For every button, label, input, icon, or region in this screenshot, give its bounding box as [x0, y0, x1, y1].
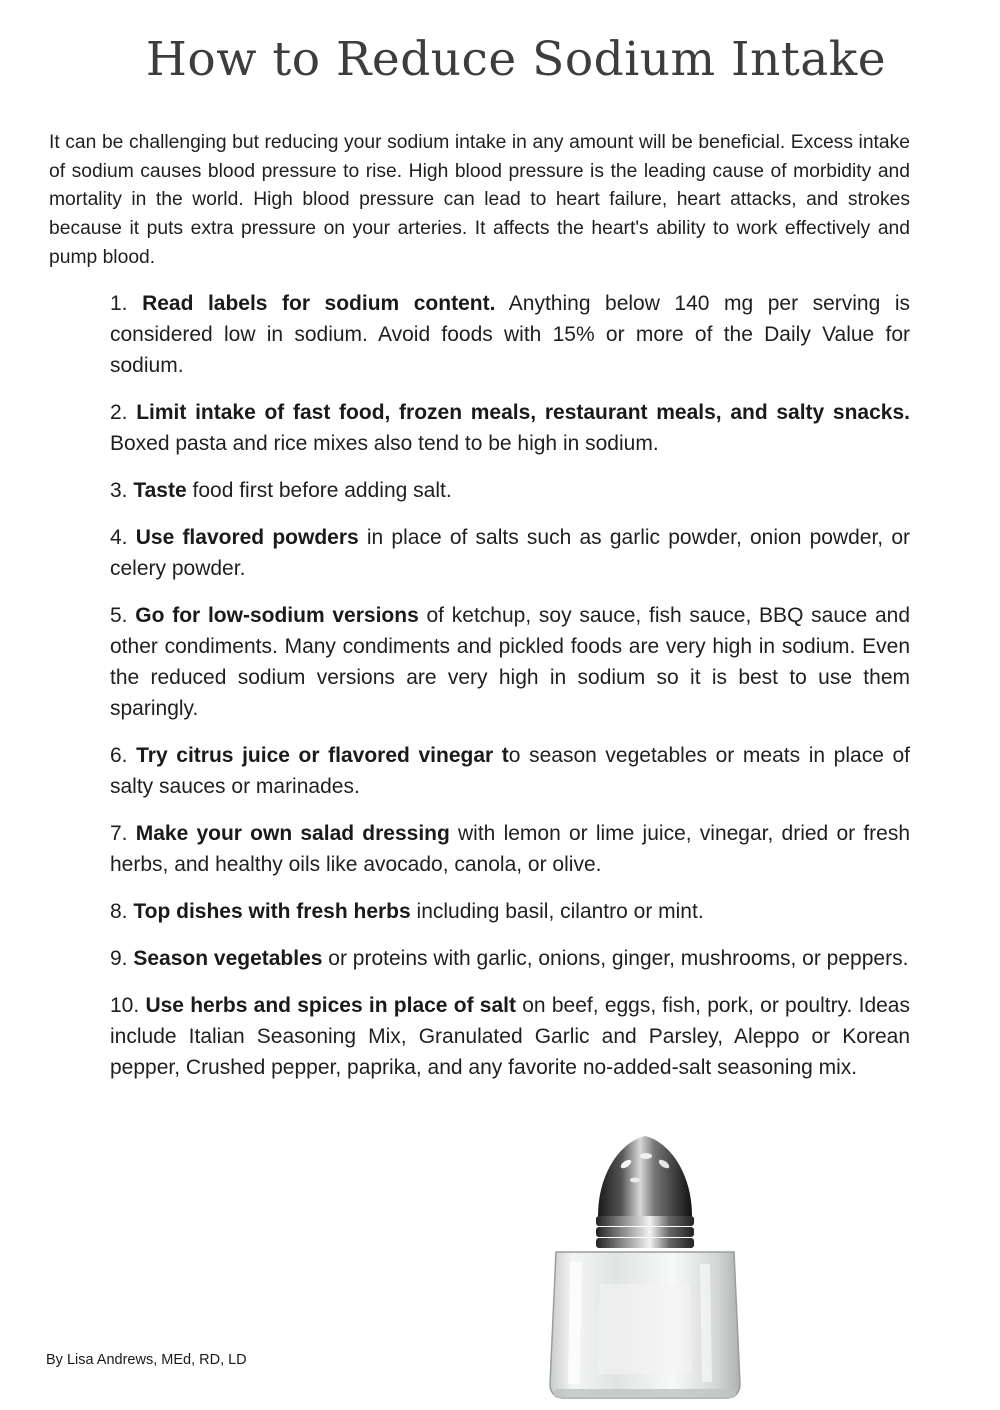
tip-lead: Limit intake of fast food, frozen meals, restaurant meals, and salty snacks.: [136, 401, 910, 424]
list-item: [110, 740, 910, 802]
tip-number: 7.: [110, 822, 128, 845]
tip-lead: Go for low-sodium versions: [135, 604, 419, 627]
list-item: [110, 818, 910, 880]
tip-number: 5.: [110, 604, 128, 627]
list-item: [110, 475, 910, 506]
tip-lead: Season vegetables: [133, 947, 323, 970]
tip-text: or proteins with garlic, onions, ginger, mushrooms, or peppers.: [322, 947, 909, 970]
tip-text: o season vegetables or meats in place of salty sauces or marinades.: [110, 744, 910, 798]
tip-lead: Try citrus juice or flavored vinegar t: [136, 744, 509, 767]
tip-lead: Use herbs and spices in place of salt: [145, 994, 516, 1017]
tip-text: Anything below 140 mg per serving is considered low in sodium. Avoid foods with 15% or more of the Daily Value for sodium.: [110, 292, 910, 377]
list-item: [110, 896, 910, 927]
intro-paragraph: It can be challenging but reducing your sodium intake in any amount will be beneficial. Excess intake of sodium causes blood pressure to rise. High blood pressure is the leading cause of morbidity and mortality in the world. High blood pressure can lead to heart failure, heart attacks, and strokes because it puts extra pressure on your arteries. It affects the heart's ability to work effectively and pump blood.: [49, 132, 910, 268]
list-item: [110, 600, 910, 724]
tip-text: on beef, eggs, fish, pork, or poultry. Ideas include Italian Seasoning Mix, Granulated Garlic and Parsley, Aleppo or Korean pepper, Crushed pepper, paprika, and any favorite no-added-salt seasoning mix.: [110, 994, 910, 1079]
tip-text: with lemon or lime juice, vinegar, dried or fresh herbs, and healthy oils like avocado, canola, or olive.: [110, 822, 911, 876]
tip-number: 9.: [110, 947, 128, 970]
tip-text: food first before adding salt.: [186, 479, 452, 502]
page-title: How to Reduce Sodium Intake: [145, 32, 887, 87]
salt-shaker-icon: [540, 1134, 750, 1404]
tip-lead: Top dishes with fresh herbs: [133, 900, 411, 923]
tip-number: 4.: [110, 526, 128, 549]
tip-number: 8.: [110, 900, 128, 923]
tip-number: 10.: [110, 994, 140, 1017]
list-item: [110, 288, 910, 381]
author-byline: By Lisa Andrews, MEd, RD, LD: [46, 1352, 247, 1368]
tip-text: Boxed pasta and rice mixes also tend to be high in sodium.: [110, 432, 659, 455]
tips-list: [110, 288, 910, 1099]
tip-text: of ketchup, soy sauce, fish sauce, BBQ sauce and other condiments. Many condiments and pickled foods are very high in sodium. Even the reduced sodium versions are very high in sodium so it is best to use them sparingly.: [110, 604, 910, 720]
tip-text: in place of salts such as garlic powder, onion powder, or celery powder.: [110, 526, 910, 580]
tip-number: 2.: [110, 401, 128, 424]
tip-lead: Make your own salad dressing: [135, 822, 450, 845]
list-item: [110, 943, 910, 974]
tip-number: 1.: [110, 292, 128, 315]
tip-lead: Use flavored powders: [135, 526, 359, 549]
list-item: [110, 397, 910, 459]
tip-text: including basil, cilantro or mint.: [410, 900, 704, 923]
list-item: [110, 990, 910, 1083]
tip-lead: Taste: [133, 479, 187, 502]
list-item: [110, 522, 910, 584]
tip-number: 6.: [110, 744, 128, 767]
tip-lead: Read labels for sodium content.: [142, 292, 496, 315]
tip-number: 3.: [110, 479, 128, 502]
